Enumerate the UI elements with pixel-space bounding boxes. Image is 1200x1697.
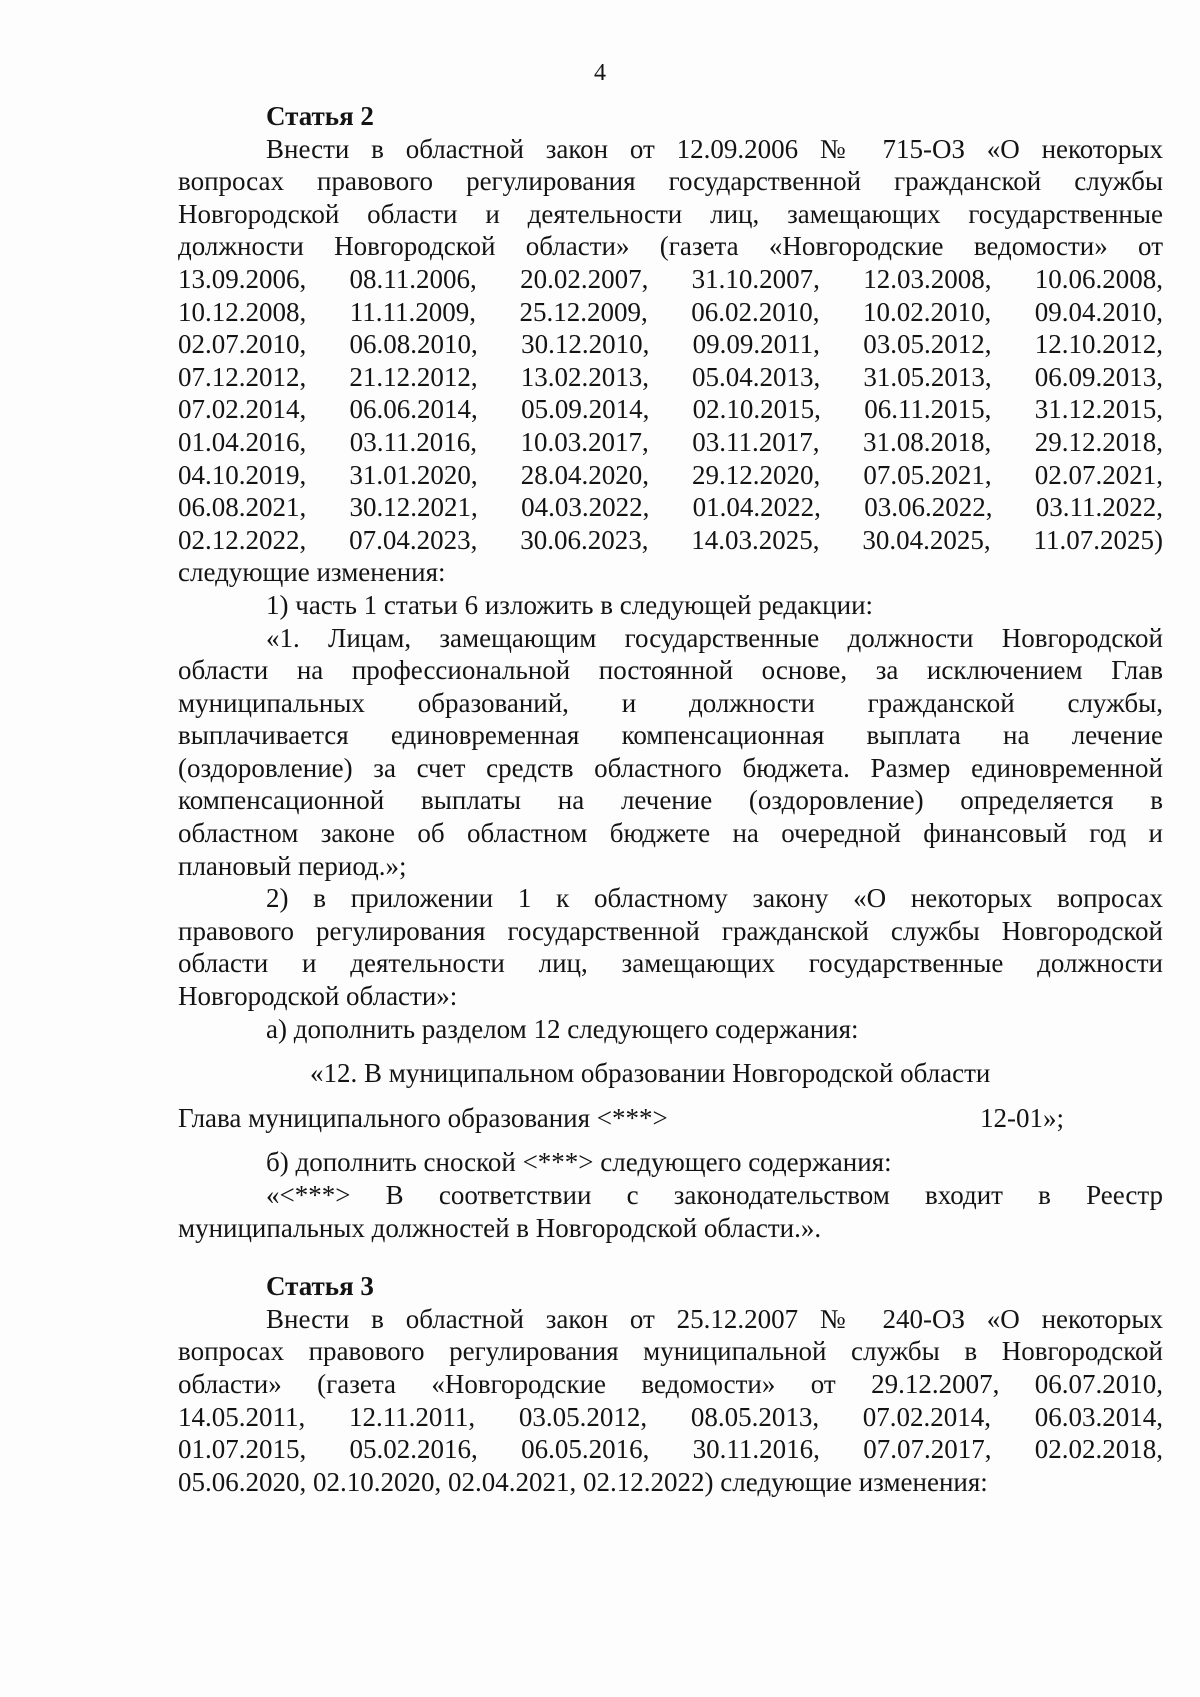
date-row xyxy=(178,1401,1163,1434)
document-body xyxy=(178,100,1163,1498)
date-row xyxy=(178,393,1163,426)
article-2-publication-dates xyxy=(178,263,1163,556)
publication-date: 06.11.2015, xyxy=(864,394,992,425)
publication-date: 08.11.2006, xyxy=(349,263,477,294)
quote-line: плановый период.»; xyxy=(178,850,407,881)
publication-date: 05.09.2014, xyxy=(521,394,650,425)
publication-date: 10.02.2010, xyxy=(863,296,992,327)
date-row xyxy=(178,426,1163,459)
publication-date: 02.10.2015, xyxy=(692,394,821,425)
quote-line: «1. Лицам, замещающим государственные должности Новгородской xyxy=(266,622,1163,653)
publication-date: 03.11.2017, xyxy=(692,426,820,457)
publication-date: 14.05.2011, xyxy=(178,1401,306,1432)
publication-date: 07.04.2023, xyxy=(349,524,478,555)
publication-date: 20.02.2007, xyxy=(520,263,649,294)
publication-date: 06.05.2016, xyxy=(521,1434,650,1465)
footnote-line: муниципальных должностей в Новгородской области.». xyxy=(178,1212,822,1243)
publication-date: 29.12.2018, xyxy=(1034,426,1163,457)
quote-line: выплачивается единовременная компенсационная выплата на лечение xyxy=(178,720,1163,751)
publication-date: 02.07.2021, xyxy=(1034,459,1163,490)
quote-line: области на профессиональной постоянной основе, за исключением Глав xyxy=(178,655,1163,686)
article-2-intro-line: Внести в областной закон от 12.09.2006 № 715-ОЗ «О некоторых xyxy=(266,133,1163,164)
publication-date: 02.07.2010, xyxy=(178,329,307,360)
publication-date: 31.12.2015, xyxy=(1034,394,1163,425)
date-row xyxy=(178,263,1163,296)
publication-date: 08.05.2013, xyxy=(690,1401,820,1432)
publication-date: 07.02.2014, xyxy=(178,394,307,425)
publication-date: 31.08.2018, xyxy=(863,426,992,457)
item-2-line: области и деятельности лиц, замещающих государственные должности xyxy=(178,948,1163,979)
publication-date: 01.07.2015, xyxy=(178,1434,307,1465)
sub-item-b: б) дополнить сноской <***> следующего содержания: xyxy=(266,1147,892,1178)
publication-date: 02.02.2018, xyxy=(1034,1434,1163,1465)
quote-line: (оздоровление) за счет средств областного бюджета. Размер единовременной xyxy=(178,752,1163,783)
article-2-intro-line: вопросах правового регулирования государственной гражданской службы xyxy=(178,166,1163,197)
publication-date: 09.04.2010, xyxy=(1034,296,1163,327)
publication-date: 01.04.2016, xyxy=(178,426,307,457)
publication-date: 14.03.2025, xyxy=(691,524,820,555)
publication-date: 06.02.2010, xyxy=(691,296,820,327)
position-row xyxy=(178,1102,1163,1135)
publication-date: 04.03.2022, xyxy=(521,492,650,523)
publication-date: 11.11.2009, xyxy=(349,296,476,327)
publication-date: 10.12.2008, xyxy=(178,296,307,327)
publication-date: 12.03.2008, xyxy=(863,263,992,294)
publication-date: 31.05.2013, xyxy=(863,361,992,392)
publication-date: 07.12.2012, xyxy=(178,361,307,392)
publication-date: 03.05.2012, xyxy=(863,329,992,360)
publication-date: 04.10.2019, xyxy=(178,459,307,490)
publication-date: 06.08.2010, xyxy=(349,329,478,360)
date-row xyxy=(178,524,1163,557)
publication-date: 21.12.2012, xyxy=(349,361,478,392)
publication-date: 02.12.2022, xyxy=(178,524,307,555)
publication-date: 05.04.2013, xyxy=(692,361,821,392)
article-2-changes-line: следующие изменения: xyxy=(178,557,446,588)
article-3-intro-line: вопросах правового регулирования муниципальной службы в Новгородской xyxy=(178,1336,1163,1367)
section-12-title: «12. В муниципальном образовании Новгородской области xyxy=(310,1058,991,1089)
article-2-heading: Статья 2 xyxy=(266,101,374,131)
quote-line: областном законе об областном бюджете на очередной финансовый год и xyxy=(178,818,1163,849)
publication-date: 30.11.2016, xyxy=(692,1434,820,1465)
publication-date: 31.01.2020, xyxy=(349,459,478,490)
article-3-publication-dates xyxy=(178,1401,1163,1466)
date-row xyxy=(178,1433,1163,1466)
publication-date: 07.05.2021, xyxy=(863,459,992,490)
publication-date: 30.06.2023, xyxy=(520,524,649,555)
date-row xyxy=(178,361,1163,394)
footnote-line: «<***> В соответствии с законодательством входит в Реестр xyxy=(266,1180,1163,1210)
publication-date: 06.08.2021, xyxy=(178,492,307,523)
publication-date: 30.04.2025, xyxy=(862,524,991,555)
publication-date: 10.06.2008, xyxy=(1034,263,1163,294)
item-2-line: Новгородской области»: xyxy=(178,981,458,1012)
position-name: Глава муниципального образования <***> xyxy=(178,1102,668,1133)
date-row xyxy=(178,328,1163,361)
publication-date: 12.10.2012, xyxy=(1034,329,1163,360)
publication-date: 06.09.2013, xyxy=(1034,361,1163,392)
publication-date: 11.07.2025) xyxy=(1033,524,1163,555)
article-2-intro-line: Новгородской области и деятельности лиц, замещающих государственные xyxy=(178,198,1163,229)
publication-date: 13.02.2013, xyxy=(520,361,649,392)
date-row xyxy=(178,491,1163,524)
publication-date: 01.04.2022, xyxy=(692,492,821,523)
publication-date: 25.12.2009, xyxy=(519,296,648,327)
publication-date: 31.10.2007, xyxy=(691,263,820,294)
publication-date: 03.11.2022, xyxy=(1035,492,1163,523)
article-3-last-line: 05.06.2020, 02.10.2020, 02.04.2021, 02.12.2022) следующие изменения: xyxy=(178,1466,988,1497)
article-3-heading: Статья 3 xyxy=(266,1271,374,1302)
publication-date: 03.05.2012, xyxy=(518,1401,648,1432)
publication-date: 06.06.2014, xyxy=(349,394,478,425)
item-2-line: 2) в приложении 1 к областному закону «О некоторых вопросах xyxy=(266,883,1163,914)
article-3-intro-line: области» (газета «Новгородские ведомости» от 29.12.2007, 06.07.2010, xyxy=(178,1368,1163,1399)
publication-date: 30.12.2010, xyxy=(521,329,650,360)
publication-date: 10.03.2017, xyxy=(520,426,649,457)
item-1-line: 1) часть 1 статьи 6 изложить в следующей редакции: xyxy=(266,589,874,620)
publication-date: 06.03.2014, xyxy=(1034,1401,1163,1432)
publication-date: 09.09.2011, xyxy=(692,329,820,360)
article-3-intro-line: Внести в областной закон от 25.12.2007 № 240-ОЗ «О некоторых xyxy=(266,1303,1163,1334)
publication-date: 29.12.2020, xyxy=(692,459,821,490)
publication-date: 05.02.2016, xyxy=(349,1434,478,1465)
quote-line: муниципальных образований, и должности гражданской службы, xyxy=(178,687,1163,718)
sub-item-a: а) дополнить разделом 12 следующего содержания: xyxy=(266,1013,859,1044)
publication-date: 03.11.2016, xyxy=(349,426,477,457)
item-2-line: правового регулирования государственной гражданской службы Новгородской xyxy=(178,915,1163,946)
publication-date: 12.11.2011, xyxy=(348,1401,476,1432)
quote-line: компенсационной выплаты на лечение (оздоровление) определяется в xyxy=(178,785,1163,816)
publication-date: 07.07.2017, xyxy=(863,1434,992,1465)
article-2-intro-line: должности Новгородской области» (газета «Новгородские ведомости» от xyxy=(178,231,1163,262)
date-row xyxy=(178,459,1163,492)
publication-date: 07.02.2014, xyxy=(862,1401,991,1432)
publication-date: 28.04.2020, xyxy=(520,459,649,490)
publication-date: 03.06.2022, xyxy=(864,492,993,523)
publication-date: 30.12.2021, xyxy=(349,492,478,523)
page-number: 4 xyxy=(594,60,606,86)
date-row xyxy=(178,296,1163,329)
position-code: 12-01»; xyxy=(980,1102,1064,1133)
publication-date: 13.09.2006, xyxy=(178,263,307,294)
